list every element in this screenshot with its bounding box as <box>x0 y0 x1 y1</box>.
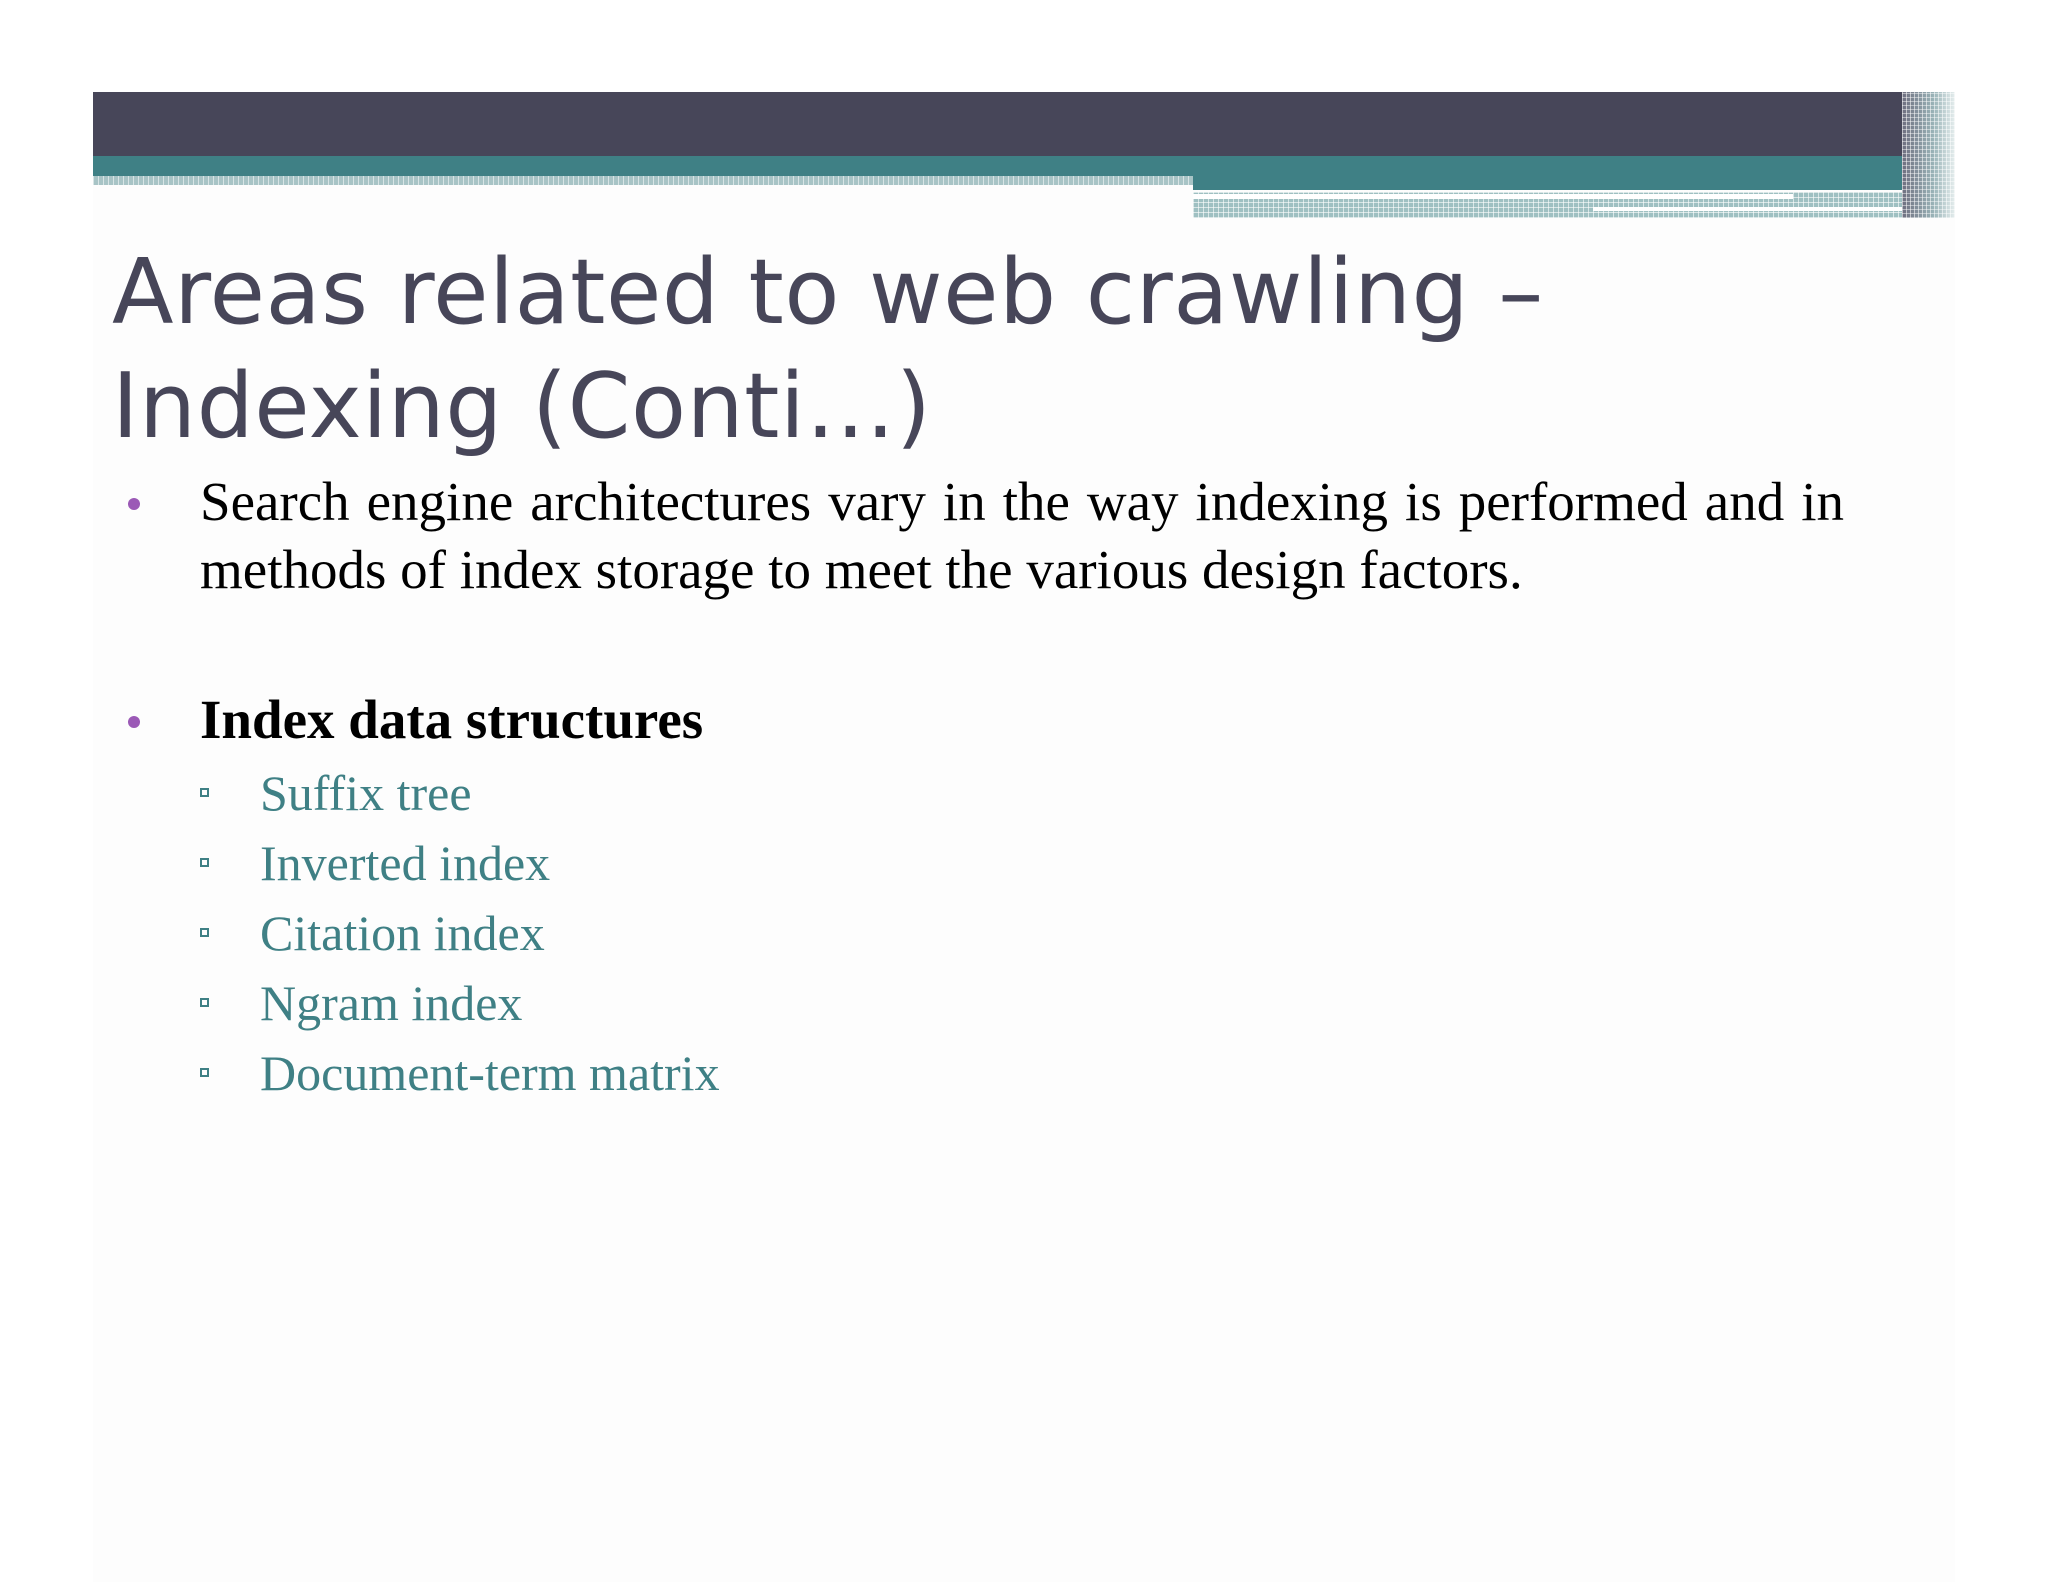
header-accent-line <box>1193 194 1793 199</box>
bullet-item <box>128 686 1844 754</box>
sub-bullet-list <box>128 758 1844 1108</box>
slide-title: Areas related to web crawling – Indexing (Conti…) <box>112 240 1544 459</box>
header-band-end <box>1902 92 1955 218</box>
header-band-pattern <box>93 176 1193 185</box>
bullet-text: Search engine architectures vary in the way indexing is performed and in methods of index storage to meet the various design factors. <box>200 471 1844 600</box>
sub-bullet-text: Inverted index <box>260 835 551 891</box>
bullet-item <box>128 468 1844 604</box>
round-bullet-icon <box>128 498 140 510</box>
sub-bullet-item <box>200 968 1844 1038</box>
sub-bullet-text: Citation index <box>260 905 545 961</box>
square-bullet-icon <box>200 788 209 797</box>
sub-bullet-item <box>200 758 1844 828</box>
header-band-teal <box>93 156 1902 176</box>
header-band-teal-right <box>1193 176 1902 190</box>
header-band-dark <box>93 92 1902 156</box>
sub-bullet-text: Suffix tree <box>260 765 472 821</box>
sub-bullet-text: Document-term matrix <box>260 1045 720 1101</box>
square-bullet-icon <box>200 928 209 937</box>
bullet-text: Index data structures <box>200 689 704 750</box>
sub-bullet-item <box>200 1038 1844 1108</box>
sub-bullet-item <box>200 828 1844 898</box>
round-bullet-icon <box>128 716 140 728</box>
sub-bullet-item <box>200 898 1844 968</box>
square-bullet-icon <box>200 858 209 867</box>
square-bullet-icon <box>200 998 209 1007</box>
header-accent-line-2 <box>1593 207 1902 211</box>
slide-content <box>128 468 1844 1108</box>
square-bullet-icon <box>200 1068 209 1077</box>
sub-bullet-text: Ngram index <box>260 975 523 1031</box>
